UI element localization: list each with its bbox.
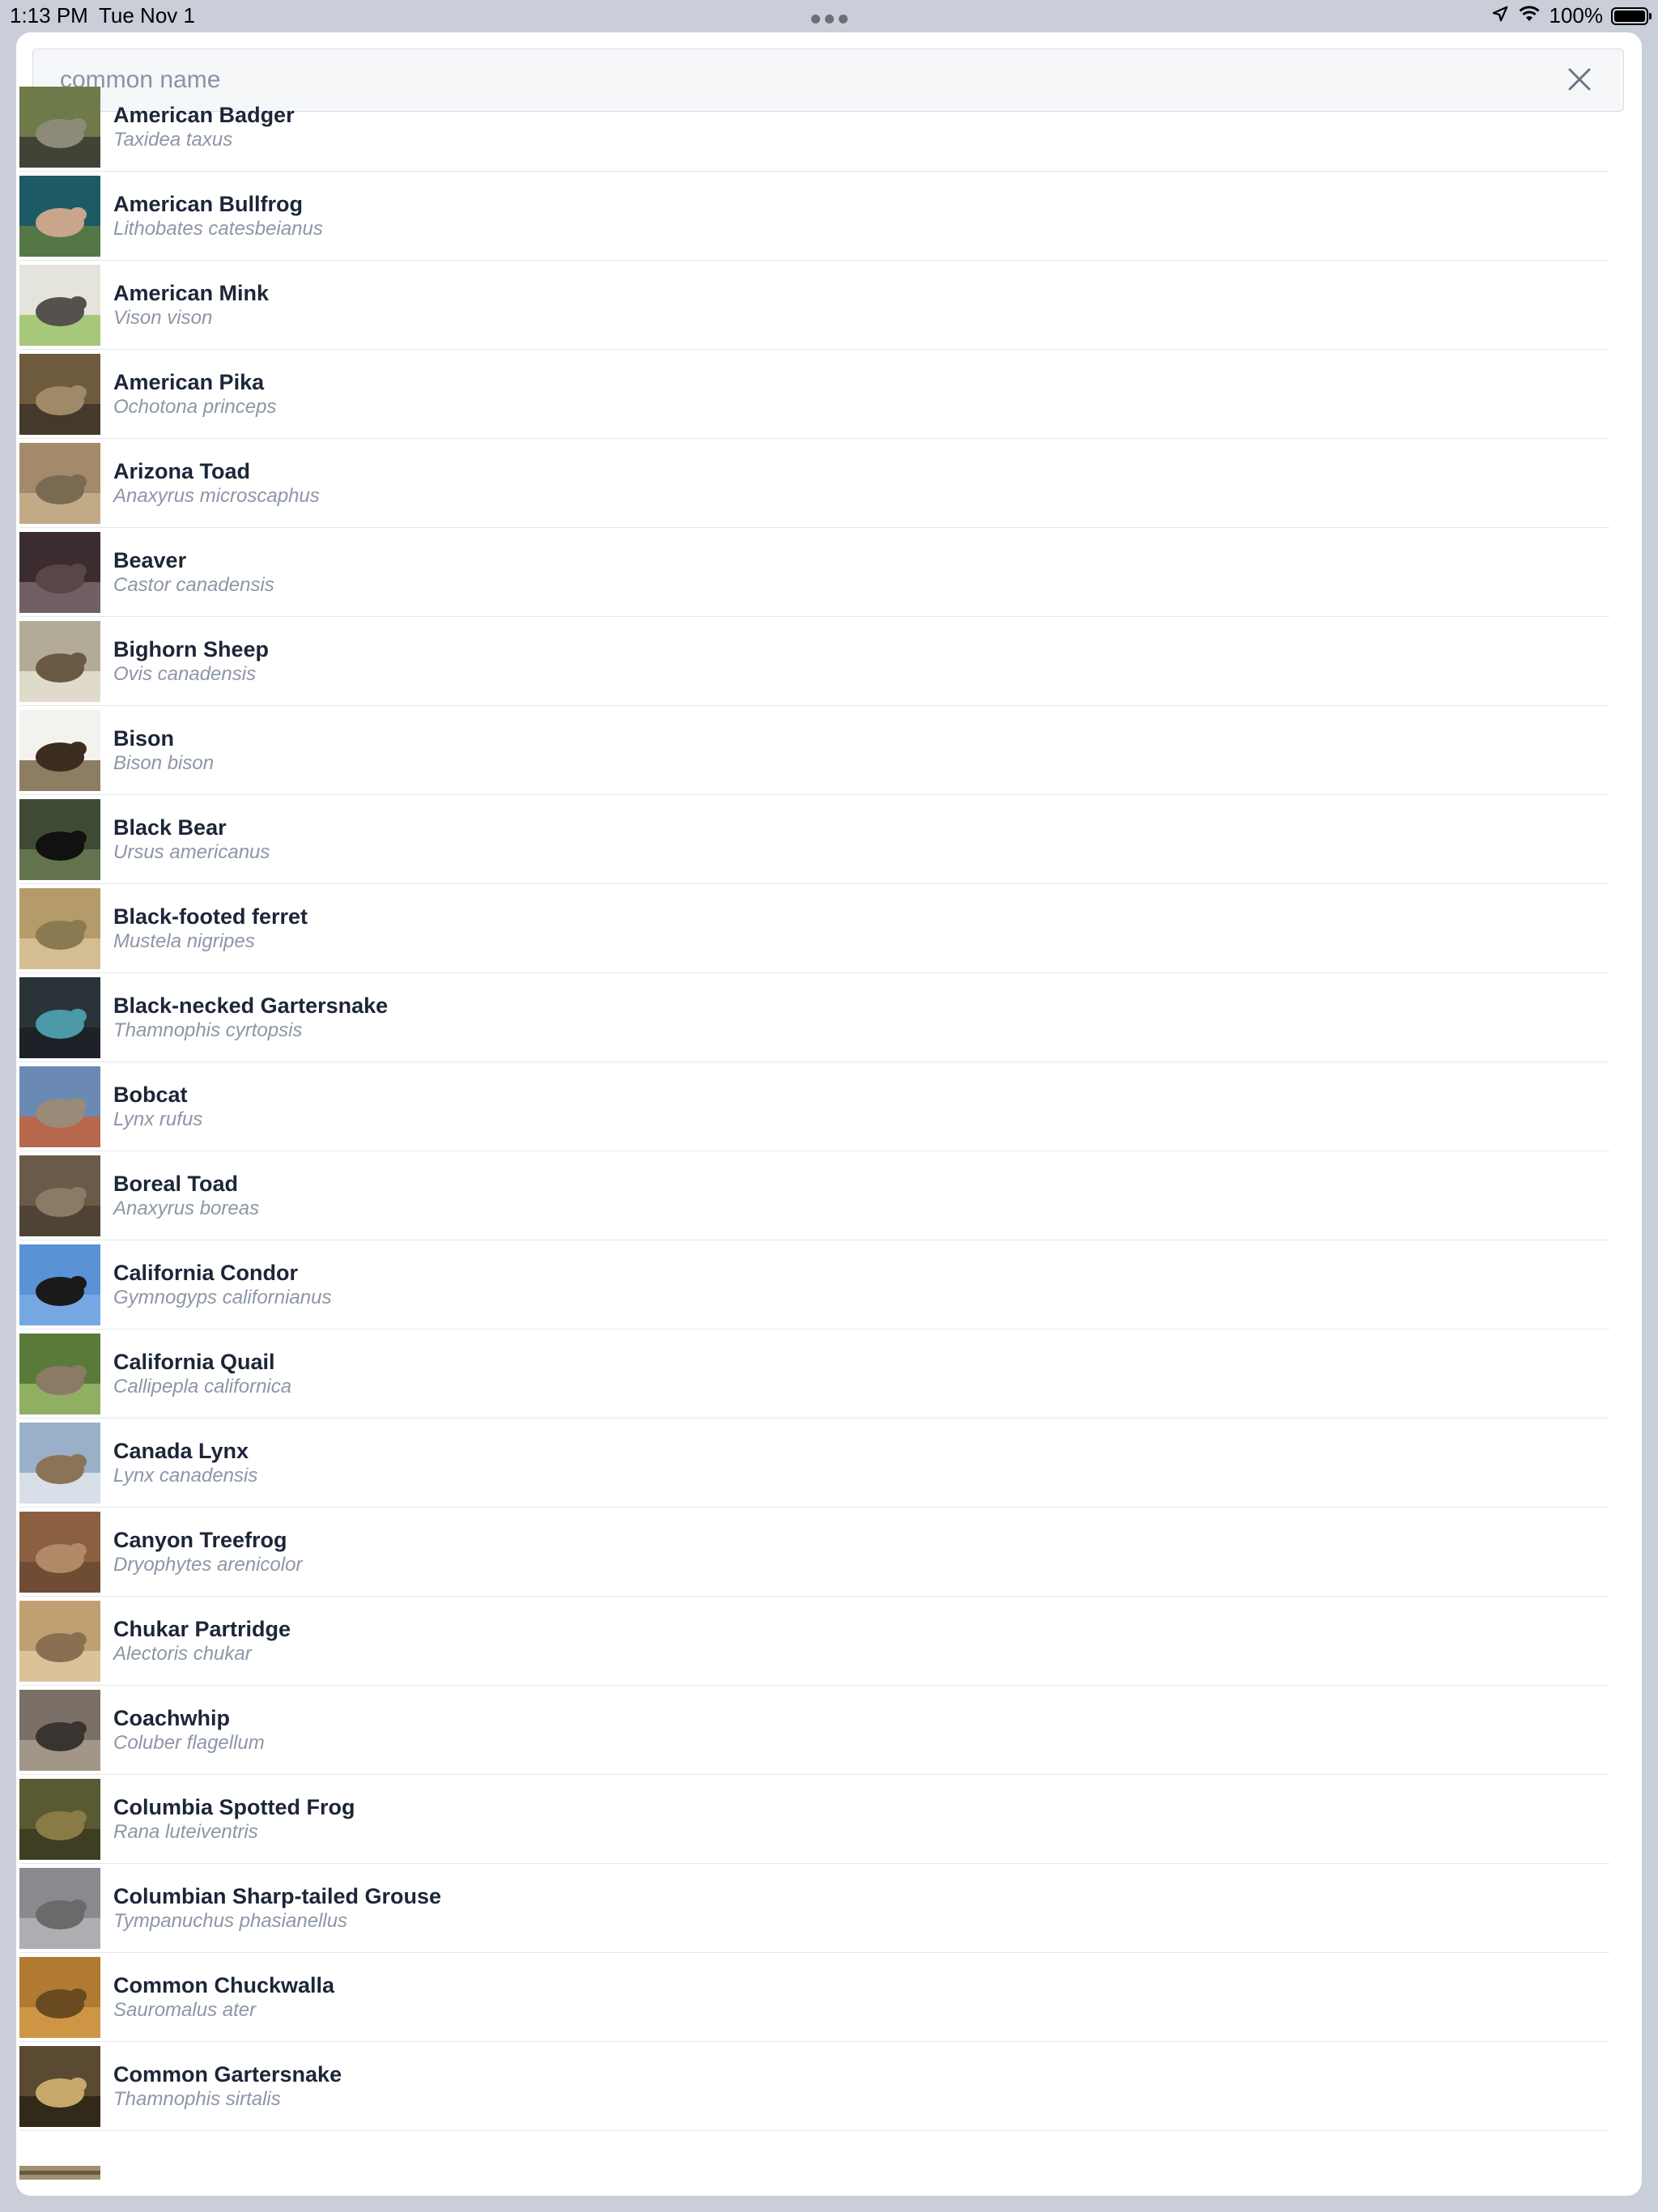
- common-name: American Pika: [113, 369, 265, 394]
- species-text: [113, 102, 295, 152]
- species-thumbnail: [19, 977, 100, 1058]
- scientific-name: Bison bison: [113, 751, 215, 774]
- scientific-name: Mustela nigripes: [113, 929, 255, 952]
- species-thumbnail: [19, 265, 100, 346]
- list-item[interactable]: [19, 1419, 1609, 1508]
- list-item[interactable]: [19, 439, 1609, 528]
- scientific-name: Sauromalus ater: [113, 1998, 257, 2021]
- species-thumbnail: [19, 1155, 100, 1236]
- species-text: [113, 1616, 291, 1666]
- species-thumbnail: [19, 1868, 100, 1949]
- status-time: 1:13 PM: [10, 3, 88, 28]
- list-item[interactable]: [19, 1953, 1609, 2042]
- species-thumbnail: [19, 710, 100, 791]
- common-name: Bighorn Sheep: [113, 636, 270, 661]
- species-thumbnail: [19, 1334, 100, 1414]
- common-name: American Bullfrog: [113, 191, 304, 216]
- species-text: [113, 815, 270, 865]
- species-thumbnail: [19, 354, 100, 435]
- scientific-name: Tympanuchus phasianellus: [113, 1909, 348, 1932]
- species-text: [113, 636, 269, 687]
- species-text: [113, 2061, 342, 2112]
- species-text: [113, 369, 276, 419]
- list-item[interactable]: [19, 1240, 1609, 1329]
- species-text: [113, 1527, 302, 1577]
- list-item[interactable]: [19, 1329, 1609, 1419]
- species-text: [113, 1171, 259, 1221]
- species-text: [113, 1794, 355, 1844]
- common-name: Beaver: [113, 547, 187, 572]
- scientific-name: Castor canadensis: [113, 573, 274, 596]
- list-item[interactable]: [19, 795, 1609, 884]
- species-thumbnail: [19, 1601, 100, 1682]
- scientific-name: Taxidea taxus: [113, 128, 233, 151]
- scientific-name: Lithobates catesbeianus: [113, 217, 323, 240]
- species-text: [113, 547, 274, 598]
- scientific-name: Dryophytes arenicolor: [113, 1553, 303, 1576]
- list-item[interactable]: [19, 350, 1609, 439]
- species-thumbnail: [19, 799, 100, 880]
- common-name: California Condor: [113, 1260, 298, 1285]
- scientific-name: Vison vison: [113, 306, 213, 329]
- list-item[interactable]: [19, 884, 1609, 973]
- scientific-name: Anaxyrus microscaphus: [113, 484, 320, 507]
- list-item[interactable]: [19, 617, 1609, 706]
- common-name: Chukar Partridge: [113, 1616, 291, 1641]
- list-item[interactable]: [19, 2042, 1609, 2131]
- list-item[interactable]: [19, 528, 1609, 617]
- species-text: [113, 1705, 265, 1755]
- common-name: Columbia Spotted Frog: [113, 1794, 355, 1819]
- species-thumbnail: [19, 1957, 100, 2038]
- species-thumbnail: [19, 1066, 100, 1147]
- common-name: American Badger: [113, 102, 295, 127]
- common-name: California Quail: [113, 1349, 275, 1374]
- list-item[interactable]: [19, 1508, 1609, 1597]
- species-text: [113, 904, 308, 954]
- list-item[interactable]: [19, 1062, 1609, 1151]
- scientific-name: Alectoris chukar: [113, 1642, 252, 1665]
- scientific-name: Rana luteiventris: [113, 1820, 258, 1843]
- battery-icon: [1611, 7, 1648, 25]
- common-name: Common Chuckwalla: [113, 1972, 335, 1997]
- species-text: [113, 1349, 291, 1399]
- species-text: [113, 1883, 441, 1933]
- status-bar: [0, 0, 1658, 32]
- species-text: [113, 1082, 202, 1132]
- scientific-name: Ochotona princeps: [113, 395, 277, 418]
- species-thumbnail: [19, 1690, 100, 1771]
- common-name: Coachwhip: [113, 1705, 231, 1730]
- scientific-name: Lynx rufus: [113, 1108, 203, 1130]
- scientific-name: Gymnogyps californianus: [113, 1286, 332, 1308]
- species-list: [19, 83, 1609, 2131]
- partial-list-item-thumbnail: [19, 2166, 100, 2180]
- common-name: Black-necked Gartersnake: [113, 993, 389, 1018]
- species-text: [113, 1972, 334, 2023]
- species-text: [113, 191, 323, 241]
- species-text: [113, 993, 388, 1043]
- list-item[interactable]: [19, 1151, 1609, 1240]
- species-thumbnail: [19, 532, 100, 613]
- species-thumbnail: [19, 443, 100, 524]
- wifi-icon: [1517, 3, 1541, 28]
- species-thumbnail: [19, 1244, 100, 1325]
- list-item[interactable]: [19, 83, 1609, 172]
- species-thumbnail: [19, 1423, 100, 1504]
- scientific-name: Thamnophis sirtalis: [113, 2087, 281, 2110]
- common-name: Bison: [113, 725, 175, 751]
- common-name: Black Bear: [113, 815, 227, 840]
- scientific-name: Thamnophis cyrtopsis: [113, 1019, 303, 1041]
- species-text: [113, 1438, 257, 1488]
- scientific-name: Coluber flagellum: [113, 1731, 265, 1754]
- common-name: Columbian Sharp-tailed Grouse: [113, 1883, 442, 1908]
- common-name: Boreal Toad: [113, 1171, 239, 1196]
- list-item[interactable]: [19, 261, 1609, 350]
- scientific-name: Lynx canadensis: [113, 1464, 258, 1487]
- common-name: Canyon Treefrog: [113, 1527, 287, 1552]
- list-item[interactable]: [19, 1686, 1609, 1775]
- species-thumbnail: [19, 1512, 100, 1593]
- status-date: Tue Nov 1: [99, 3, 195, 28]
- species-thumbnail: [19, 621, 100, 702]
- list-item[interactable]: [19, 973, 1609, 1062]
- species-thumbnail: [19, 888, 100, 969]
- species-text: [113, 458, 320, 508]
- species-thumbnail: [19, 176, 100, 257]
- species-text: [113, 1260, 331, 1310]
- species-thumbnail: [19, 87, 100, 168]
- common-name: Black-footed ferret: [113, 904, 308, 929]
- list-item[interactable]: [19, 172, 1609, 261]
- list-item[interactable]: [19, 1864, 1609, 1953]
- common-name: American Mink: [113, 280, 270, 305]
- scientific-name: Ovis canadensis: [113, 662, 257, 685]
- list-item[interactable]: [19, 706, 1609, 795]
- multitasking-handle-icon[interactable]: [811, 15, 848, 23]
- species-thumbnail: [19, 2046, 100, 2127]
- common-name: Arizona Toad: [113, 458, 251, 483]
- species-thumbnail: [19, 1779, 100, 1860]
- common-name: Bobcat: [113, 1082, 188, 1107]
- battery-percent: 100%: [1549, 3, 1603, 28]
- common-name: Common Gartersnake: [113, 2061, 342, 2087]
- species-text: [113, 280, 269, 330]
- status-indicators: [1491, 3, 1649, 28]
- location-arrow-icon: [1491, 3, 1509, 28]
- species-text: [113, 725, 214, 776]
- scientific-name: Anaxyrus boreas: [113, 1197, 260, 1219]
- scientific-name: Ursus americanus: [113, 840, 270, 863]
- scientific-name: Callipepla californica: [113, 1375, 292, 1397]
- list-item[interactable]: [19, 1597, 1609, 1686]
- common-name: Canada Lynx: [113, 1438, 249, 1463]
- list-item[interactable]: [19, 1775, 1609, 1864]
